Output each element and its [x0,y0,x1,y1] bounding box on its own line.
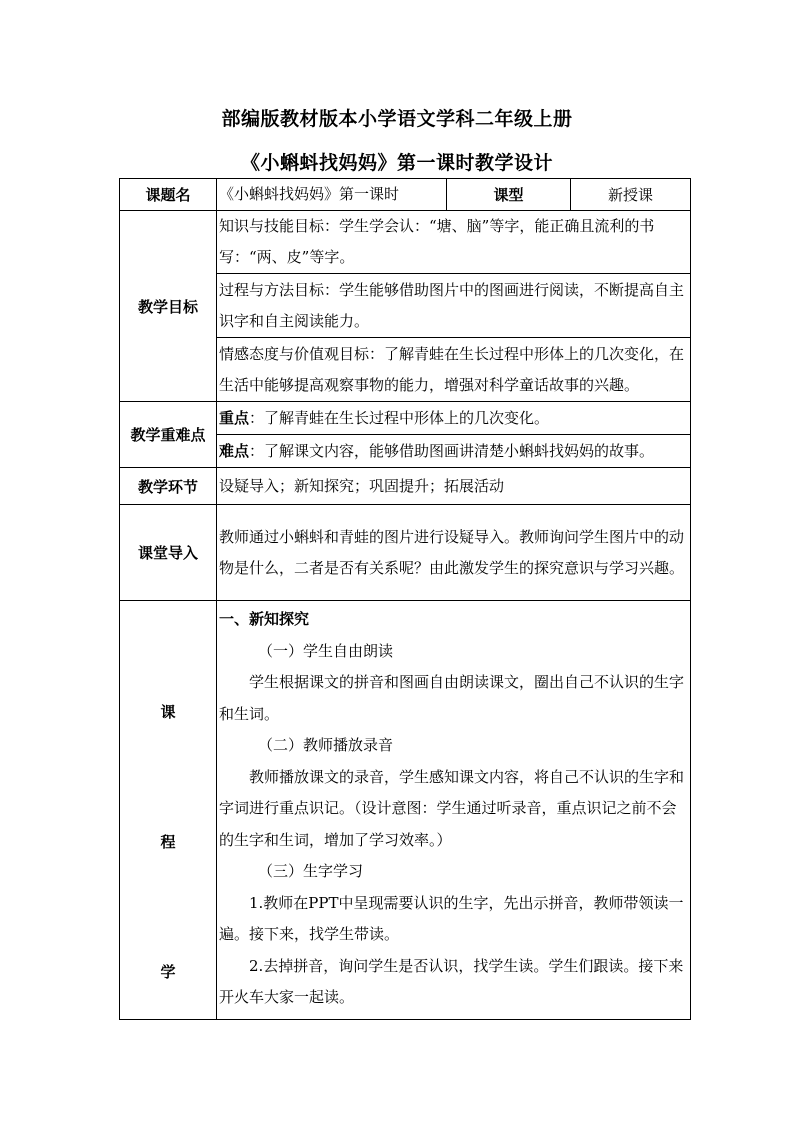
document-title-line2: 《小蝌蚪找妈妈》第一课时教学设计 [240,152,553,174]
type-label: 课型 [447,179,571,211]
stages-label: 教学环节 [120,468,217,505]
stages-text: 设疑导入；新知探究；巩固提升；拓展活动 [217,468,691,505]
sub3-item-1: 1.教师在PPT中呈现需要认识的生字，先出示拼音，教师带领读一遍。接下来，找学生带读。 [219,893,684,943]
objective-attitude: 情感态度与价值观目标：了解青蛙在生长过程中形体上的几次变化，在生活中能够提高观察事物的能力，增强对科学童话故事的兴趣。 [217,338,691,402]
sub3-item-2: 2.去掉拼音，询问学生是否认识，找学生读。学生们跟读。接下来开火车大家一起读。 [219,956,684,1006]
objectives-label: 教学目标 [120,211,217,402]
intro-label: 课堂导入 [120,505,217,601]
objective-row-1 [120,211,691,274]
intro-row [120,505,691,601]
process-label-char-3: 学 [160,963,176,981]
sub2-text: 教师播放课文的录音，学生感知课文内容，将自己不认识的生字和字词进行重点识记。（设计意图：学生通过听录音，重点识记之前不会的生字和生词，增加了学习效率。） [219,767,685,849]
key-point-label: 重点 [219,408,250,427]
key-points-label: 教学重难点 [120,402,217,468]
topic-label: 课题名 [120,179,217,211]
type-value: 新授课 [571,179,691,211]
difficult-point [217,435,691,468]
sub2-title: （二）教师播放录音 [258,736,394,754]
process-label [120,601,217,1020]
header-row [120,179,691,211]
intro-text: 教师通过小蝌蚪和青蛙的图片进行设疑导入。教师询问学生图片中的动物是什么，二者是否有关系呢？由此激发学生的探究意识与学习兴趣。 [217,505,691,601]
document-title-line1: 部编版教材版本小学语文学科二年级上册 [221,108,573,130]
sub1-text: 学生根据课文的拼音和图画自由朗读课文，圈出自己不认识的生字和生词。 [219,673,685,723]
key-point-text: ：了解青蛙在生长过程中形体上的几次变化。 [249,408,550,427]
sub3-title: （三）生字学习 [258,862,364,880]
key-point [217,402,691,435]
objective-process: 过程与方法目标：学生能够借助图片中的图画进行阅读，不断提高自主识字和自主阅读能力。 [217,274,691,338]
process-row [120,601,691,1020]
objective-knowledge: 知识与技能目标：学生学会认：“塘、脑”等字，能正确且流利的书写：“两、皮”等字。 [217,211,691,274]
key-point-row [120,402,691,435]
process-content [217,601,691,1020]
section-title: 一、新知探究 [219,610,310,628]
lesson-plan-table [119,178,691,1020]
difficult-point-text: ：了解课文内容，能够借助图画讲清楚小蝌蚪找妈妈的故事。 [249,441,655,460]
process-label-char-2: 程 [160,833,176,851]
sub1-title: （一）学生自由朗读 [258,641,394,660]
topic-value: 《小蝌蚪找妈妈》第一课时 [217,179,447,211]
process-label-char-1: 课 [160,703,176,721]
difficult-point-label: 难点 [219,441,250,460]
stages-row [120,468,691,505]
